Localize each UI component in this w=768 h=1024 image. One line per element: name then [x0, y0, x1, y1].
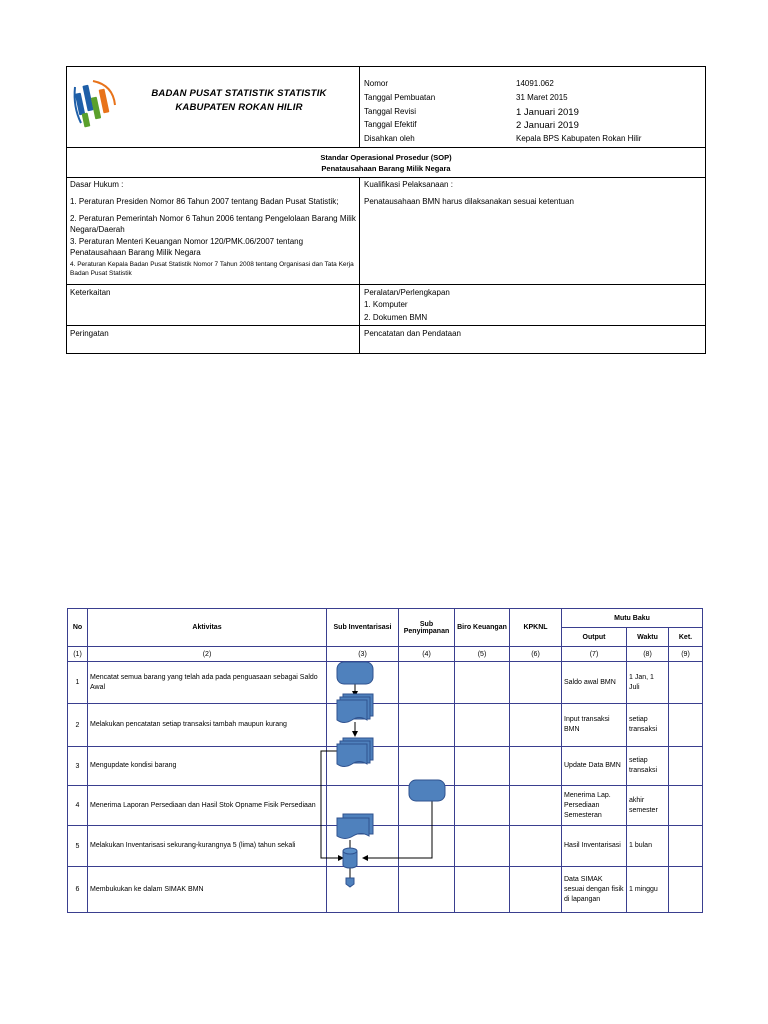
header-no: No	[68, 609, 88, 647]
biro-keuangan-cell	[455, 747, 510, 786]
table-row	[68, 826, 703, 867]
kualifikasi-text: Penatausahaan BMN harus dilaksanakan sesuai ketentuan	[364, 197, 574, 206]
kpknl-cell	[510, 826, 562, 867]
header-aktivitas: Aktivitas	[88, 609, 327, 647]
output-cell: Menerima Lap. Persediaan Semesteran	[562, 786, 627, 826]
sub-penyimpanan-cell	[399, 704, 455, 747]
biro-keuangan-cell	[455, 704, 510, 747]
sub-inventarisasi-cell	[327, 826, 399, 867]
kpknl-cell	[510, 662, 562, 704]
meta-value: Kepala BPS Kabupaten Rokan Hilir	[516, 134, 642, 143]
meta-key: Tanggal Revisi	[364, 107, 417, 116]
output-cell: Update Data BMN	[562, 747, 627, 786]
output-cell: Saldo awal BMN	[562, 662, 627, 704]
peralatan-item: 1. Komputer	[364, 300, 408, 309]
ket-cell	[669, 867, 703, 913]
keterkaitan-label: Keterkaitan	[70, 288, 111, 297]
header-mutu-baku: Mutu Baku	[562, 609, 703, 628]
dasar-hukum-item: 2. Peraturan Pemerintah Nomor 6 Tahun 2006 tentang Pengelolaan Barang Milik Negara/Daerah	[70, 214, 356, 234]
waktu-cell: akhir semester	[627, 786, 669, 826]
table-row	[68, 704, 703, 747]
sop-subtitle: Penatausahaan Barang Milik Negara	[321, 164, 451, 173]
ket-cell	[669, 786, 703, 826]
peralatan-item: 2. Dokumen BMN	[364, 313, 428, 322]
waktu-cell: 1 bulan	[627, 826, 669, 867]
peringatan-label: Peringatan	[70, 329, 109, 338]
column-number: (4)	[399, 647, 455, 662]
meta-value: 1 Januari 2019	[516, 107, 579, 118]
dasar-hukum-item: 4. Peraturan Kepala Badan Pusat Statistik Nomor 7 Tahun 2008 tentang Organisasi dan Tata Kerja Badan Pusat Statistik	[70, 261, 354, 277]
kualifikasi-label: Kualifikasi Pelaksanaan :	[364, 180, 453, 189]
pencatatan-label: Pencatatan dan Pendataan	[364, 329, 461, 338]
header-waktu: Waktu	[627, 628, 669, 647]
ket-cell	[669, 662, 703, 704]
meta-key: Disahkan oleh	[364, 134, 415, 143]
sop-header-table	[66, 66, 706, 354]
activity-cell: Menerima Laporan Persediaan dan Hasil Stok Opname Fisik Persediaan	[88, 786, 327, 826]
ket-cell	[669, 704, 703, 747]
meta-key: Tanggal Efektif	[364, 120, 417, 129]
row-number: 4	[68, 786, 88, 826]
dasar-hukum-item: 3. Peraturan Menteri Keuangan Nomor 120/PMK.06/2007 tentang Penatausahaan Barang Milik Negara	[70, 237, 304, 257]
meta-row	[364, 79, 704, 92]
row-number: 1	[68, 662, 88, 704]
meta-row	[364, 93, 704, 106]
table-row	[68, 867, 703, 913]
header-sub-penyimpanan: Sub Penyimpanan	[399, 609, 455, 647]
meta-key: Tanggal Pembuatan	[364, 93, 436, 102]
kpknl-cell	[510, 786, 562, 826]
column-number: (7)	[562, 647, 627, 662]
column-number: (6)	[510, 647, 562, 662]
output-cell: Hasil Inventarisasi	[562, 826, 627, 867]
output-cell: Data SIMAK sesuai dengan fisik di lapangan	[562, 867, 627, 913]
ket-cell	[669, 826, 703, 867]
column-number: (3)	[327, 647, 399, 662]
peralatan-label: Peralatan/Perlengkapan	[364, 288, 450, 297]
meta-row	[364, 120, 704, 133]
biro-keuangan-cell	[455, 662, 510, 704]
activity-cell: Melakukan pencatatan setiap transaksi tambah maupun kurang	[88, 704, 327, 747]
column-number: (5)	[455, 647, 510, 662]
output-cell: Input transaksi BMN	[562, 704, 627, 747]
waktu-cell: 1 Jan, 1 Juli	[627, 662, 669, 704]
bps-logo-icon	[71, 77, 117, 133]
header-sub-inventarisasi: Sub Inventarisasi	[327, 609, 399, 647]
activity-cell: Membukukan ke dalam SIMAK BMN	[88, 867, 327, 913]
column-number: (8)	[627, 647, 669, 662]
kpknl-cell	[510, 704, 562, 747]
meta-key: Nomor	[364, 79, 389, 88]
biro-keuangan-cell	[455, 867, 510, 913]
procedure-table	[67, 608, 702, 903]
kpknl-cell	[510, 867, 562, 913]
table-row	[68, 662, 703, 704]
sub-penyimpanan-cell	[399, 786, 455, 826]
table-row	[68, 786, 703, 826]
dasar-hukum-item: 1. Peraturan Presiden Nomor 86 Tahun 2007 tentang Badan Pusat Statistik;	[70, 197, 339, 206]
sop-title: Standar Operasional Prosedur (SOP)	[320, 153, 452, 162]
kpknl-cell	[510, 747, 562, 786]
activity-cell: Mengupdate kondisi barang	[88, 747, 327, 786]
sub-penyimpanan-cell	[399, 826, 455, 867]
meta-value: 2 Januari 2019	[516, 120, 579, 131]
column-number: (1)	[68, 647, 88, 662]
organization-name: BADAN PUSAT STATISTIK STATISTIK KABUPATEN ROKAN HILIR	[151, 88, 327, 113]
sub-inventarisasi-cell	[327, 704, 399, 747]
dasar-hukum-label: Dasar Hukum :	[70, 180, 124, 189]
biro-keuangan-cell	[455, 786, 510, 826]
meta-row	[364, 134, 704, 147]
biro-keuangan-cell	[455, 826, 510, 867]
header-kpknl: KPKNL	[510, 609, 562, 647]
header-ket: Ket.	[669, 628, 703, 647]
activity-cell: Melakukan Inventarisasi sekurang-kurangnya 5 (lima) tahun sekali	[88, 826, 327, 867]
activity-cell: Mencatat semua barang yang telah ada pada penguasaan sebagai Saldo Awal	[88, 662, 327, 704]
row-number: 5	[68, 826, 88, 867]
sub-penyimpanan-cell	[399, 662, 455, 704]
row-number: 6	[68, 867, 88, 913]
sub-penyimpanan-cell	[399, 867, 455, 913]
sub-penyimpanan-cell	[399, 747, 455, 786]
table-row	[68, 747, 703, 786]
column-number: (2)	[88, 647, 327, 662]
column-number: (9)	[669, 647, 703, 662]
ket-cell	[669, 747, 703, 786]
waktu-cell: setiap transaksi	[627, 747, 669, 786]
header-biro-keuangan: Biro Keuangan	[455, 609, 510, 647]
meta-value: 31 Maret 2015	[516, 93, 568, 102]
sub-inventarisasi-cell	[327, 662, 399, 704]
sub-inventarisasi-cell	[327, 786, 399, 826]
row-number: 2	[68, 704, 88, 747]
meta-row	[364, 107, 704, 120]
sub-inventarisasi-cell	[327, 867, 399, 913]
sub-inventarisasi-cell	[327, 747, 399, 786]
waktu-cell: 1 minggu	[627, 867, 669, 913]
waktu-cell: setiap transaksi	[627, 704, 669, 747]
row-number: 3	[68, 747, 88, 786]
header-output: Output	[562, 628, 627, 647]
meta-value: 14091.062	[516, 79, 554, 88]
